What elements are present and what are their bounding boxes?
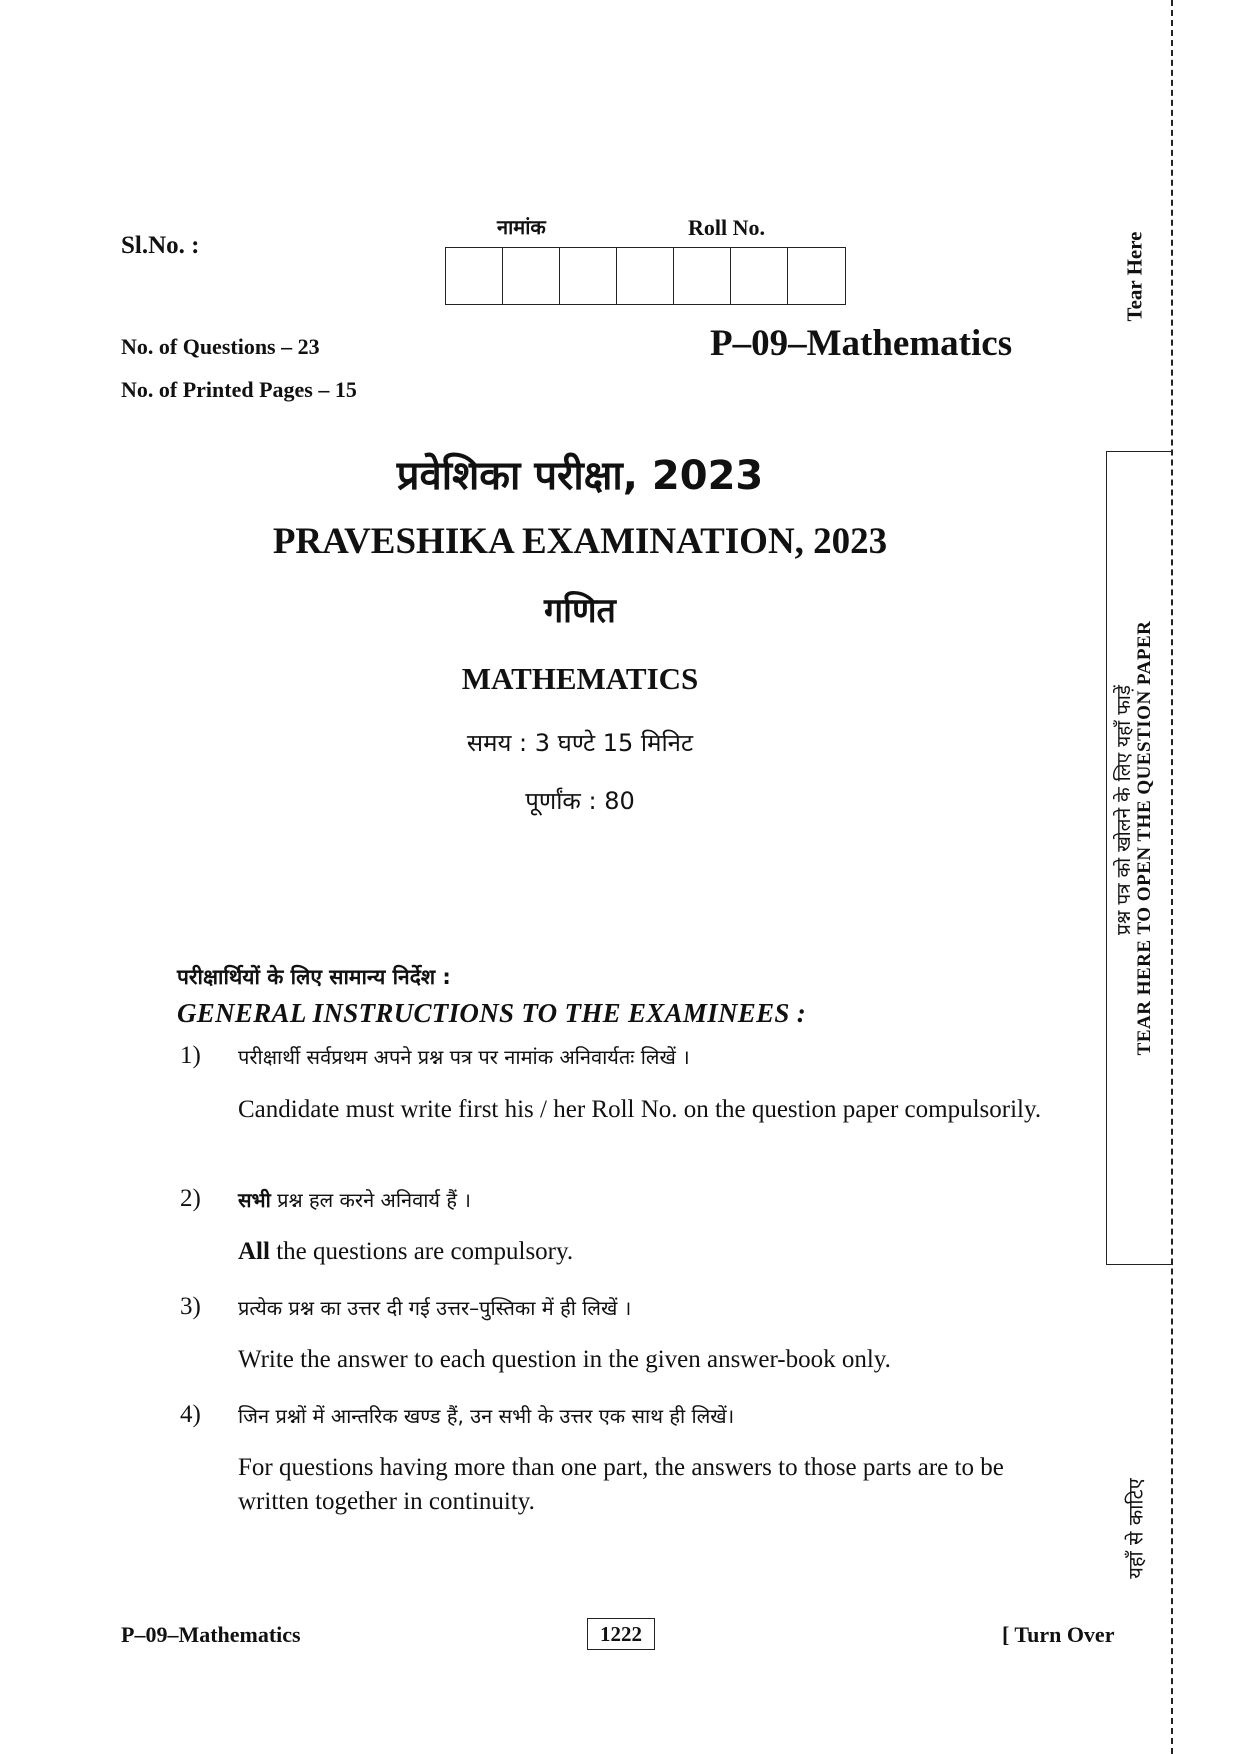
instruction-text-rest: the questions are compulsory. — [269, 1238, 574, 1265]
cut-here-label: यहाँ से काटिए — [1123, 1478, 1148, 1579]
roll-digit-box[interactable] — [617, 248, 674, 304]
roll-digit-box[interactable] — [788, 248, 845, 304]
subject-title-english: MATHEMATICS — [461, 661, 699, 696]
exam-title-english: PRAVESHIKA EXAMINATION, 2023 — [272, 521, 888, 562]
instructions-heading-english: GENERAL INSTRUCTIONS TO THE EXAMINEES : — [177, 998, 807, 1028]
turn-over-label: [ Turn Over — [1002, 1622, 1115, 1647]
instruction-emphasis: सभी — [238, 1188, 271, 1212]
instruction-emphasis: All — [238, 1238, 270, 1265]
instruction-text-hindi: परीक्षार्थी सर्वप्रथम अपने प्रश्न पत्र पर नामांक अनिवार्यतः लिखें । — [238, 1045, 690, 1069]
tear-here-label: Tear Here — [1122, 231, 1147, 322]
roll-label-english: Roll No. — [688, 215, 765, 240]
instruction-number: 3) — [180, 1293, 201, 1320]
instruction-text-hindi — [238, 1186, 471, 1213]
paper-code: P–09–Mathematics — [710, 323, 1013, 364]
instruction-number: 4) — [180, 1401, 201, 1428]
instruction-text-english: For questions having more than one part, the answers to those parts are to be written together in continuity. — [238, 1454, 1004, 1515]
instruction-text-english — [238, 1235, 1043, 1269]
tear-instruction-hindi: प्रश्न पत्र को खोलने के लिए यहाँ फाड़ें — [1113, 685, 1135, 935]
instructions-heading-hindi: परीक्षार्थियों के लिए सामान्य निर्देश : — [177, 965, 451, 989]
instruction-text-hindi: प्रत्येक प्रश्न का उत्तर दी गई उत्तर–पुस्तिका में ही लिखें । — [238, 1296, 632, 1320]
roll-digit-box[interactable] — [674, 248, 731, 304]
maximum-marks: पूर्णांक : 80 — [525, 787, 635, 815]
instruction-number: 2) — [180, 1185, 201, 1212]
serial-number-label: Sl.No. : — [121, 232, 200, 259]
number-of-questions: No. of Questions – 23 — [121, 334, 320, 359]
time-allowed: समय : 3 घण्टे 15 मिनिट — [466, 729, 694, 757]
exam-title-hindi: प्रवेशिका परीक्षा, 2023 — [396, 453, 764, 499]
number-of-printed-pages: No. of Printed Pages – 15 — [121, 377, 357, 402]
instruction-number: 1) — [180, 1042, 201, 1069]
instruction-text-hindi: जिन प्रश्नों में आन्तरिक खण्ड हैं, उन सभी के उत्तर एक साथ ही लिखें। — [238, 1404, 735, 1428]
roll-digit-box[interactable] — [503, 248, 560, 304]
instruction-text-rest: प्रश्न हल करने अनिवार्य हैं । — [270, 1188, 471, 1212]
roll-number-boxes[interactable] — [445, 247, 846, 305]
subject-title-hindi: गणित — [544, 591, 616, 631]
roll-digit-box[interactable] — [446, 248, 503, 304]
roll-digit-box[interactable] — [560, 248, 617, 304]
tear-instruction-english: TEAR HERE TO OPEN THE QUESTION PAPER — [1134, 620, 1155, 1056]
roll-label-hindi: नामांक — [497, 215, 546, 239]
roll-digit-box[interactable] — [731, 248, 788, 304]
instruction-text-english: Write the answer to each question in the given answer-book only. — [238, 1346, 891, 1373]
footer-paper-code: P–09–Mathematics — [121, 1622, 301, 1647]
instruction-text-english: Candidate must write first his / her Roll No. on the question paper compulsorily. — [238, 1096, 1042, 1123]
footer-page-code: 1222 — [587, 1618, 655, 1650]
